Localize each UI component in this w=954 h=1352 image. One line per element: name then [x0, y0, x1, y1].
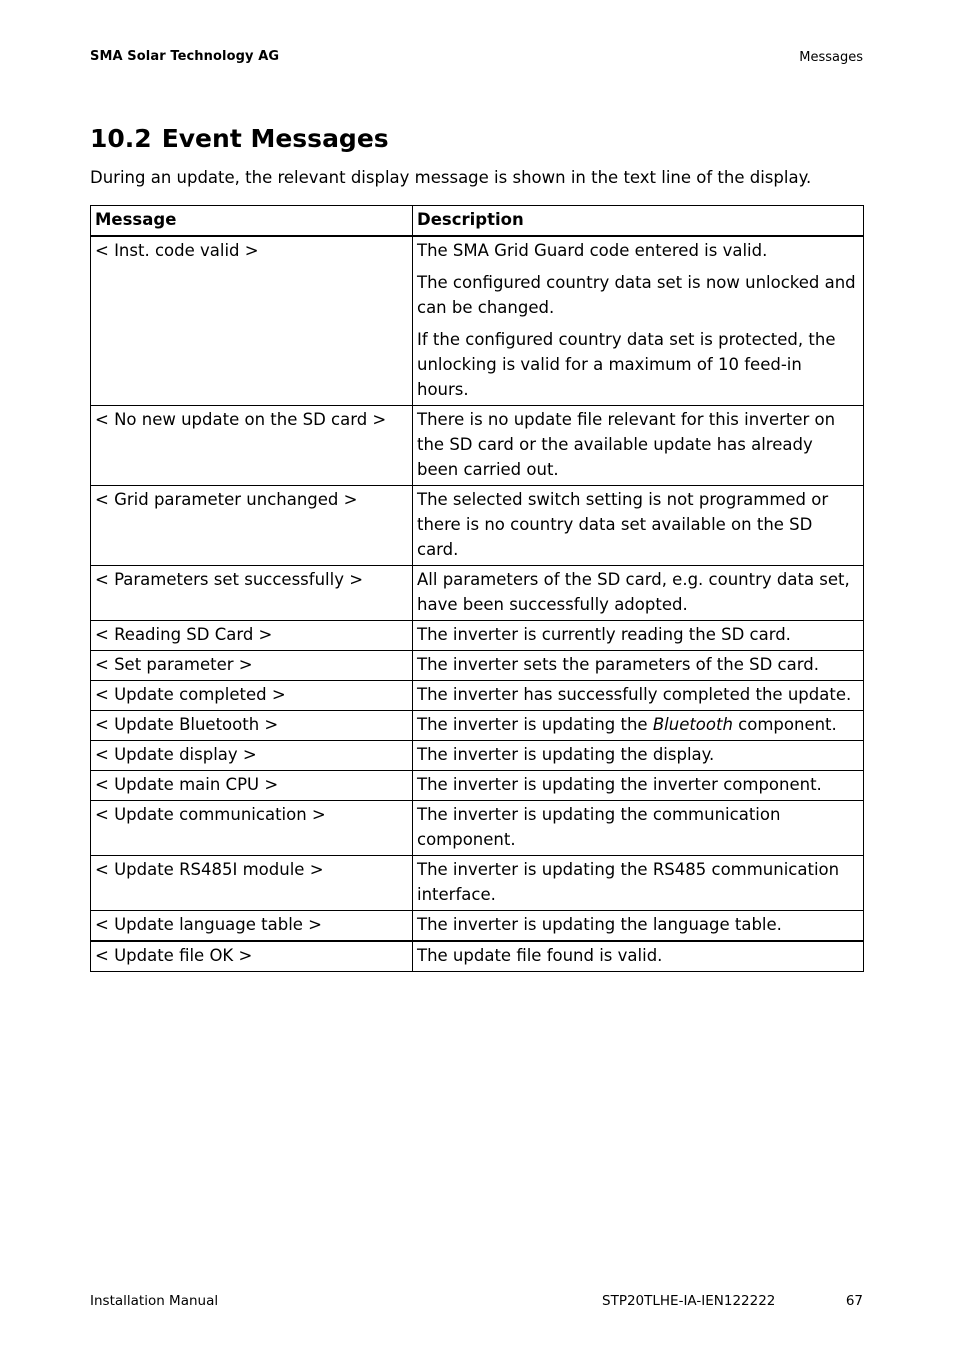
column-header-description: Description — [413, 206, 864, 237]
description-cell: The inverter is currently reading the SD card. — [413, 621, 864, 651]
footer-doc-type: Installation Manual — [90, 1293, 219, 1309]
description-cell: The inverter is updating the language table. — [413, 911, 864, 942]
message-cell: < Update Bluetooth > — [91, 711, 413, 741]
header-company: SMA Solar Technology AG — [90, 49, 280, 64]
table-row — [91, 801, 864, 856]
table-row — [91, 566, 864, 621]
message-cell: < Set parameter > — [91, 651, 413, 681]
description-cell: The inverter is updating the display. — [413, 741, 864, 771]
description-cell: The inverter is updating the RS485 communication interface. — [413, 856, 864, 911]
message-cell: < Update file OK > — [91, 941, 413, 972]
description-cell: There is no update file relevant for this inverter on the SD card or the available update has already been carried out. — [413, 406, 864, 486]
table-row — [91, 741, 864, 771]
table-row — [91, 941, 864, 972]
table-row — [91, 711, 864, 741]
page-title — [90, 124, 389, 153]
description-cell: The selected switch setting is not programmed or there is no country data set available on the SD card. — [413, 486, 864, 566]
table-row — [91, 406, 864, 486]
section-number: 10.2 — [90, 124, 152, 153]
message-cell: < Update display > — [91, 741, 413, 771]
message-cell: < Update main CPU > — [91, 771, 413, 801]
description-cell: The update file found is valid. — [413, 941, 864, 972]
description-paragraph: The SMA Grid Guard code entered is valid. — [417, 241, 768, 260]
table-row — [91, 911, 864, 942]
description-emphasis: Bluetooth — [652, 715, 733, 734]
table-row — [91, 236, 864, 406]
column-header-message: Message — [91, 206, 413, 237]
description-text: component. — [732, 715, 837, 734]
intro-paragraph: During an update, the relevant display message is shown in the text line of the display. — [90, 168, 812, 187]
table-row — [91, 486, 864, 566]
description-cell: The inverter sets the parameters of the SD card. — [413, 651, 864, 681]
message-cell: < Inst. code valid > — [91, 236, 413, 406]
footer-page-number: 67 — [845, 1293, 863, 1309]
message-cell: < Grid parameter unchanged > — [91, 486, 413, 566]
message-cell: < Update language table > — [91, 911, 413, 942]
message-cell: < No new update on the SD card > — [91, 406, 413, 486]
header-section: Messages — [799, 50, 863, 65]
table-row — [91, 856, 864, 911]
section-title: Event Messages — [161, 124, 389, 153]
table-row — [91, 681, 864, 711]
description-cell: The inverter is updating the communication component. — [413, 801, 864, 856]
message-cell: < Reading SD Card > — [91, 621, 413, 651]
event-messages-table — [90, 205, 864, 972]
description-text: The inverter is updating the — [417, 715, 653, 734]
message-cell: < Parameters set successfully > — [91, 566, 413, 621]
footer-doc-code: STP20TLHE-IA-IEN122222 — [602, 1293, 776, 1309]
message-cell: < Update RS485I module > — [91, 856, 413, 911]
message-cell: < Update communication > — [91, 801, 413, 856]
table-row — [91, 771, 864, 801]
description-paragraph: If the configured country data set is protected, the unlocking is valid for a maximum of 10 feed-in hours. — [417, 330, 836, 399]
description-paragraph: The configured country data set is now unlocked and can be changed. — [417, 273, 856, 317]
description-cell — [413, 711, 864, 741]
message-cell: < Update completed > — [91, 681, 413, 711]
description-cell: The inverter is updating the inverter component. — [413, 771, 864, 801]
description-cell: All parameters of the SD card, e.g. country data set, have been successfully adopted. — [413, 566, 864, 621]
table-row — [91, 651, 864, 681]
description-cell: The inverter has successfully completed the update. — [413, 681, 864, 711]
table-row — [91, 621, 864, 651]
table-header-row — [91, 206, 864, 237]
description-cell — [413, 236, 864, 406]
